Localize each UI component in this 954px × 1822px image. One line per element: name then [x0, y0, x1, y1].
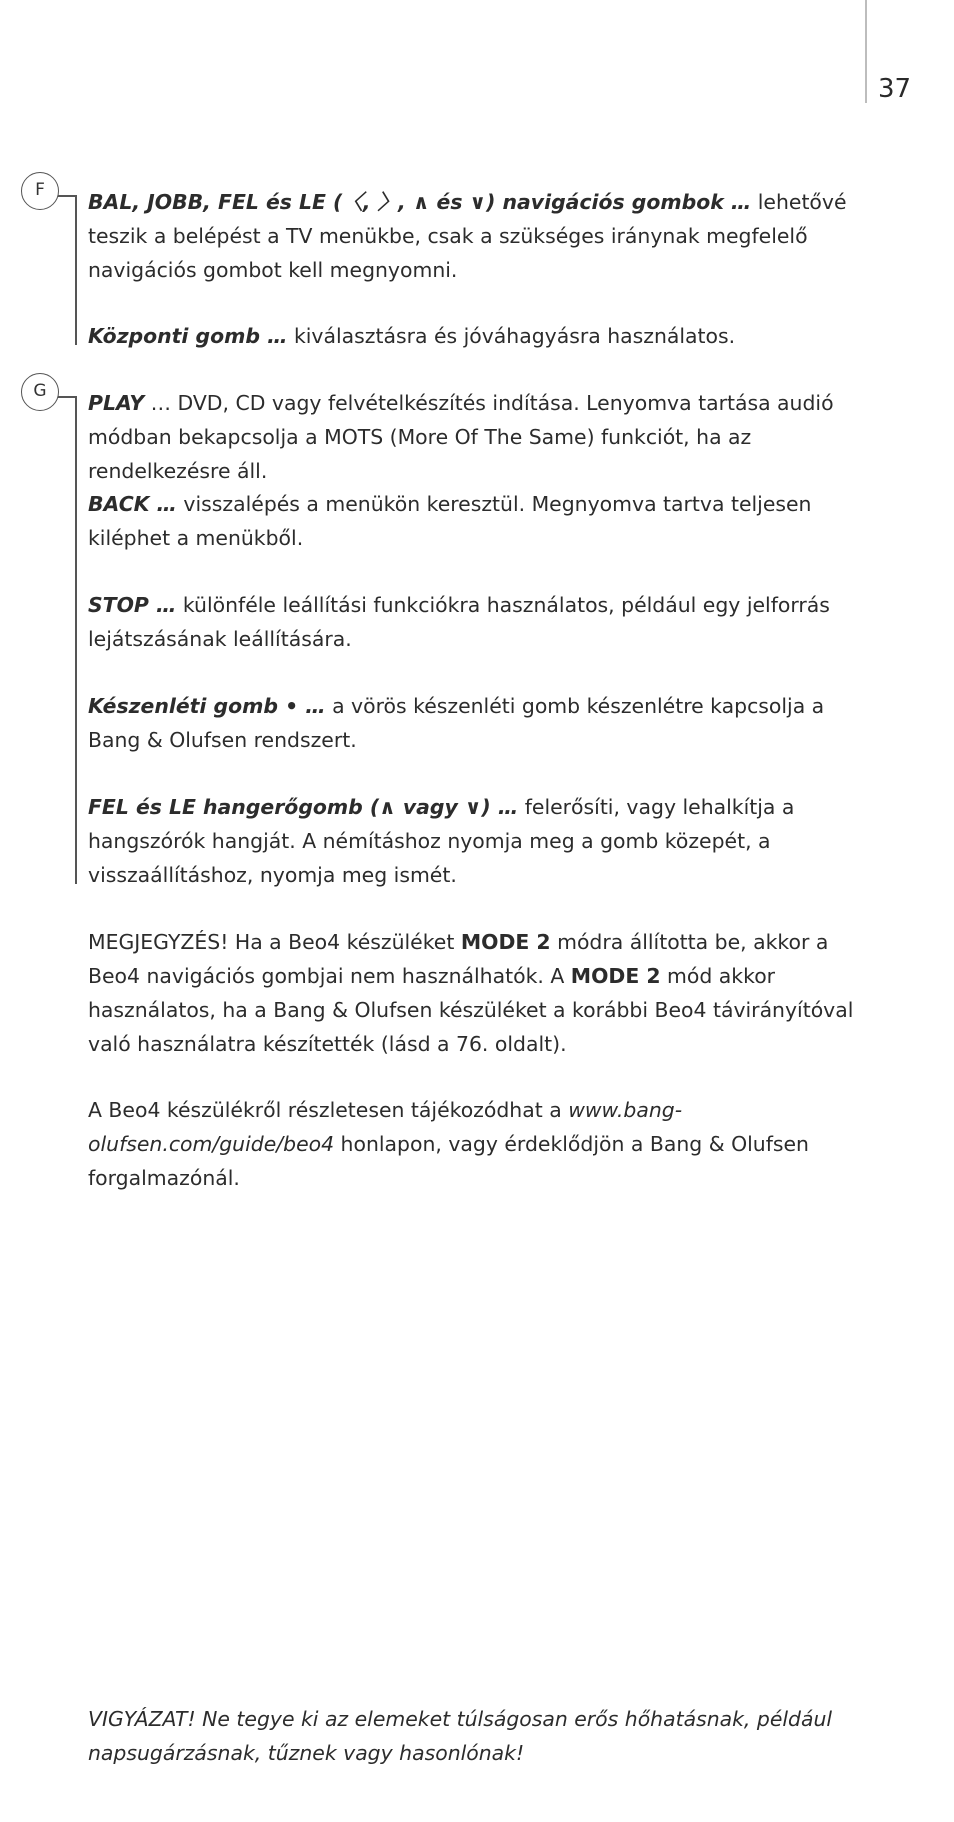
play-term: PLAY — [88, 391, 145, 415]
volume-term: FEL és LE hangerőgomb (∧ vagy ∨) … — [88, 795, 519, 819]
section-marker-f: F — [21, 172, 59, 210]
center-button-term: Központi gomb … — [88, 324, 288, 348]
nav-buttons-text: lehetővé teszik a belépést a TV menükbe, csak a szükséges iránynak megfelelő navigációs gombot kell megnyomni. — [88, 190, 847, 282]
mode-note — [88, 925, 878, 1061]
center-button-description — [88, 319, 878, 353]
caution-note: VIGYÁZAT! Ne tegye ki az elemeket túlságosan erős hőhatásnak, például napsugárzásnak, tűznek vagy hasonlónak! — [88, 1707, 833, 1765]
stop-term: STOP … — [88, 593, 177, 617]
back-term: BACK … — [88, 492, 177, 516]
back-text: visszalépés a menükön keresztül. Megnyomva tartva teljesen kiléphet a menükből. — [88, 492, 812, 550]
play-text: … DVD, CD vagy felvételkészítés indítása. Lenyomva tartása audió módban bekapcsolja a MOTS (More Of The Same) funkciót, ha az rendelkezésre áll. — [88, 391, 834, 483]
nav-buttons-term: BAL, JOBB, FEL és LE (〈, 〉, ∧ és ∨) navigációs gombok … — [88, 190, 752, 214]
standby-description — [88, 689, 878, 757]
volume-text: felerősíti, vagy lehalkítja a hangszórók hangját. A némításhoz nyomja meg a gomb közepét, a visszaállításhoz, nyomja meg ismét. — [88, 795, 795, 887]
section-g-connector — [58, 396, 76, 398]
play-description — [88, 386, 878, 488]
mode-note-part3: mód akkor használatos, ha a Bang & Olufsen készüléket a korábbi Beo4 távirányítóval való használatra készítették (lásd a 76. oldalt). — [88, 964, 854, 1056]
back-description — [88, 487, 878, 555]
standby-text: a vörös készenléti gomb készenlétre kapcsolja a Bang & Olufsen rendszert. — [88, 694, 825, 752]
center-button-text: kiválasztásra és jóváhagyásra használatos. — [287, 324, 736, 348]
mode-note-part1: MEGJEGYZÉS! Ha a Beo4 készüléket — [88, 930, 461, 954]
section-f-connector — [58, 195, 76, 197]
page-number: 37 — [878, 74, 912, 104]
stop-text: különféle leállítási funkciókra használatos, például egy jelforrás lejátszásának leállítására. — [88, 593, 830, 651]
header-rule — [865, 0, 867, 103]
beo4-info — [88, 1093, 878, 1195]
beo4-guide-link[interactable]: www.bang-olufsen.com/guide/beo4 — [88, 1098, 683, 1156]
volume-description — [88, 790, 878, 892]
mode-note-part2: módra állította be, akkor a Beo4 navigációs gombjai nem használhatók. A — [88, 930, 829, 988]
nav-buttons-description — [88, 185, 878, 287]
section-f-bracket — [75, 195, 77, 345]
standby-term: Készenléti gomb • … — [88, 694, 326, 718]
mode-note-mode-a: MODE 2 — [460, 930, 551, 954]
beo4-info-part1: A Beo4 készülékről részletesen tájékozódhat a — [88, 1098, 569, 1122]
stop-description — [88, 588, 878, 656]
section-marker-g: G — [21, 373, 59, 411]
mode-note-mode-b: MODE 2 — [570, 964, 661, 988]
section-g-bracket — [75, 396, 77, 884]
beo4-info-part2: honlapon, vagy érdeklődjön a Bang & Olufsen forgalmazónál. — [88, 1132, 809, 1190]
